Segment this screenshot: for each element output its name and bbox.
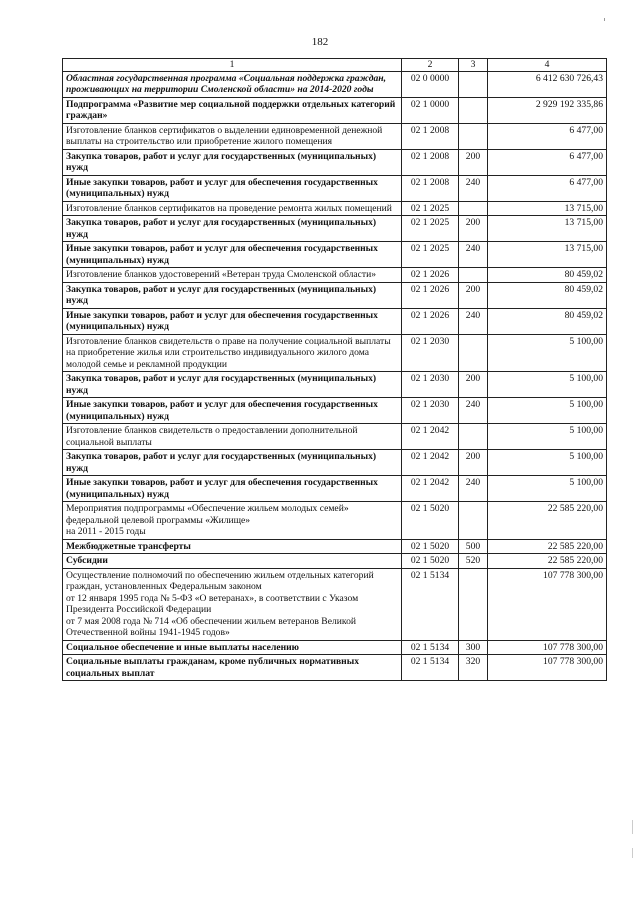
table-row — [63, 201, 607, 216]
cell-sum: 80 459,02 — [488, 282, 607, 308]
table-row — [63, 655, 607, 681]
cell-type — [459, 268, 488, 283]
cell-sum: 80 459,02 — [488, 268, 607, 283]
cell-code: 02 1 2025 — [402, 201, 459, 216]
cell-type: 240 — [459, 308, 488, 334]
cell-sum: 6 477,00 — [488, 123, 607, 149]
cell-code: 02 1 5020 — [402, 502, 459, 540]
cell-code: 02 0 0000 — [402, 71, 459, 97]
table-row — [63, 539, 607, 554]
cell-type: 200 — [459, 216, 488, 242]
scan-mark — [632, 848, 633, 858]
cell-sum: 107 778 300,00 — [488, 655, 607, 681]
column-header-name: 1 — [63, 59, 402, 72]
cell-name: Иные закупки товаров, работ и услуг для обеспечения государственных (муниципальных) нужд — [63, 175, 402, 201]
table-body — [63, 71, 607, 681]
cell-code: 02 1 2030 — [402, 398, 459, 424]
cell-name: Изготовление бланков свидетельств о праве на получение социальной выплаты на приобретение жилья или строительство индивидуального жилого дома молодой семье и рекламной продукции — [63, 334, 402, 372]
cell-sum: 6 477,00 — [488, 175, 607, 201]
table-row — [63, 372, 607, 398]
cell-type: 240 — [459, 175, 488, 201]
page-number: 182 — [311, 36, 329, 48]
cell-sum: 5 100,00 — [488, 398, 607, 424]
cell-name: Иные закупки товаров, работ и услуг для обеспечения государственных (муниципальных) нужд — [63, 476, 402, 502]
cell-code: 02 1 5134 — [402, 568, 459, 640]
cell-type: 300 — [459, 640, 488, 655]
cell-name: Изготовление бланков свидетельств о предоставлении дополнительной социальной выплаты — [63, 424, 402, 450]
cell-name: Закупка товаров, работ и услуг для государственных (муниципальных) нужд — [63, 372, 402, 398]
cell-sum: 13 715,00 — [488, 201, 607, 216]
cell-name: Субсидии — [63, 554, 402, 569]
table-row — [63, 97, 607, 123]
cell-name: Изготовление бланков сертификатов о выделении единовременной денежной выплаты на строительство или приобретение жилого помещения — [63, 123, 402, 149]
cell-name: Мероприятия подпрограммы «Обеспечение жильем молодых семей» федеральной целевой программы «Жилище» на 2011 - 2015 годы — [63, 502, 402, 540]
table-row — [63, 71, 607, 97]
cell-sum: 5 100,00 — [488, 450, 607, 476]
cell-type — [459, 568, 488, 640]
cell-code: 02 1 2008 — [402, 175, 459, 201]
cell-name: Областная государственная программа «Социальная поддержка граждан, проживающих на территории Смоленской области» на 2014-2020 годы — [63, 71, 402, 97]
table-row — [63, 424, 607, 450]
table-header-row — [63, 59, 607, 72]
cell-name: Иные закупки товаров, работ и услуг для обеспечения государственных (муниципальных) нужд — [63, 308, 402, 334]
cell-type — [459, 201, 488, 216]
scan-mark — [632, 820, 633, 834]
cell-type — [459, 123, 488, 149]
column-header-type: 3 — [459, 59, 488, 72]
cell-name: Иные закупки товаров, работ и услуг для обеспечения государственных (муниципальных) нужд — [63, 242, 402, 268]
cell-code: 02 1 2026 — [402, 308, 459, 334]
cell-type: 200 — [459, 372, 488, 398]
table-row — [63, 282, 607, 308]
column-header-sum: 4 — [488, 59, 607, 72]
cell-name: Социальные выплаты гражданам, кроме публичных нормативных социальных выплат — [63, 655, 402, 681]
cell-type: 200 — [459, 282, 488, 308]
cell-name: Закупка товаров, работ и услуг для государственных (муниципальных) нужд — [63, 450, 402, 476]
cell-sum: 107 778 300,00 — [488, 640, 607, 655]
cell-type: 200 — [459, 149, 488, 175]
cell-code: 02 1 2008 — [402, 123, 459, 149]
cell-type: 520 — [459, 554, 488, 569]
budget-table — [62, 58, 607, 681]
cell-name: Изготовление бланков удостоверений «Ветеран труда Смоленской области» — [63, 268, 402, 283]
table-row — [63, 268, 607, 283]
cell-name: Межбюджетные трансферты — [63, 539, 402, 554]
table-row — [63, 502, 607, 540]
cell-name: Осуществление полномочий по обеспечению жильем отдельных категорий граждан, установленных Федеральным законом от 12 января 1995 года № 5-ФЗ «О ветеранах», в соответствии с Указом Президента Российской Федерации от 7 мая 2008 года № 714 «Об обеспечении жильем ветеранов Великой Отечественной войны 1941-1945 годов» — [63, 568, 402, 640]
column-header-code: 2 — [402, 59, 459, 72]
table-row — [63, 123, 607, 149]
cell-type: 240 — [459, 242, 488, 268]
cell-name: Закупка товаров, работ и услуг для государственных (муниципальных) нужд — [63, 149, 402, 175]
cell-sum: 5 100,00 — [488, 372, 607, 398]
table-row — [63, 568, 607, 640]
cell-type: 240 — [459, 476, 488, 502]
cell-name: Закупка товаров, работ и услуг для государственных (муниципальных) нужд — [63, 216, 402, 242]
cell-code: 02 1 2008 — [402, 149, 459, 175]
cell-code: 02 1 5134 — [402, 640, 459, 655]
table-row — [63, 476, 607, 502]
cell-sum: 6 477,00 — [488, 149, 607, 175]
cell-type — [459, 424, 488, 450]
cell-sum: 80 459,02 — [488, 308, 607, 334]
cell-type: 200 — [459, 450, 488, 476]
table-row — [63, 398, 607, 424]
cell-name: Закупка товаров, работ и услуг для государственных (муниципальных) нужд — [63, 282, 402, 308]
cell-type: 320 — [459, 655, 488, 681]
table-row — [63, 242, 607, 268]
cell-code: 02 1 5134 — [402, 655, 459, 681]
cell-code: 02 1 2030 — [402, 334, 459, 372]
cell-code: 02 1 5020 — [402, 539, 459, 554]
cell-code: 02 1 2026 — [402, 282, 459, 308]
cell-name: Изготовление бланков сертификатов на проведение ремонта жилых помещений — [63, 201, 402, 216]
cell-type — [459, 71, 488, 97]
cell-sum: 107 778 300,00 — [488, 568, 607, 640]
cell-code: 02 1 2042 — [402, 476, 459, 502]
table-row — [63, 450, 607, 476]
cell-type — [459, 334, 488, 372]
cell-name: Иные закупки товаров, работ и услуг для обеспечения государственных (муниципальных) нужд — [63, 398, 402, 424]
cell-code: 02 1 5020 — [402, 554, 459, 569]
cell-code: 02 1 2030 — [402, 372, 459, 398]
cell-type — [459, 97, 488, 123]
cell-sum: 5 100,00 — [488, 424, 607, 450]
cell-code: 02 1 2042 — [402, 424, 459, 450]
cell-code: 02 1 2025 — [402, 242, 459, 268]
table-row — [63, 308, 607, 334]
table-row — [63, 334, 607, 372]
cell-sum: 5 100,00 — [488, 476, 607, 502]
cell-sum: 13 715,00 — [488, 216, 607, 242]
cell-name: Социальное обеспечение и иные выплаты населению — [63, 640, 402, 655]
cell-sum: 2 929 192 335,86 — [488, 97, 607, 123]
cell-type: 240 — [459, 398, 488, 424]
cell-sum: 22 585 220,00 — [488, 502, 607, 540]
cell-code: 02 1 2026 — [402, 268, 459, 283]
cell-sum: 6 412 630 726,43 — [488, 71, 607, 97]
scan-mark — [604, 18, 605, 21]
cell-type: 500 — [459, 539, 488, 554]
table-row — [63, 175, 607, 201]
table-row — [63, 216, 607, 242]
table-row — [63, 149, 607, 175]
cell-name: Подпрограмма «Развитие мер социальной поддержки отдельных категорий граждан» — [63, 97, 402, 123]
cell-code: 02 1 2025 — [402, 216, 459, 242]
table-row — [63, 554, 607, 569]
cell-sum: 22 585 220,00 — [488, 539, 607, 554]
cell-sum: 13 715,00 — [488, 242, 607, 268]
table-row — [63, 640, 607, 655]
cell-sum: 22 585 220,00 — [488, 554, 607, 569]
cell-type — [459, 502, 488, 540]
cell-code: 02 1 0000 — [402, 97, 459, 123]
cell-sum: 5 100,00 — [488, 334, 607, 372]
cell-code: 02 1 2042 — [402, 450, 459, 476]
